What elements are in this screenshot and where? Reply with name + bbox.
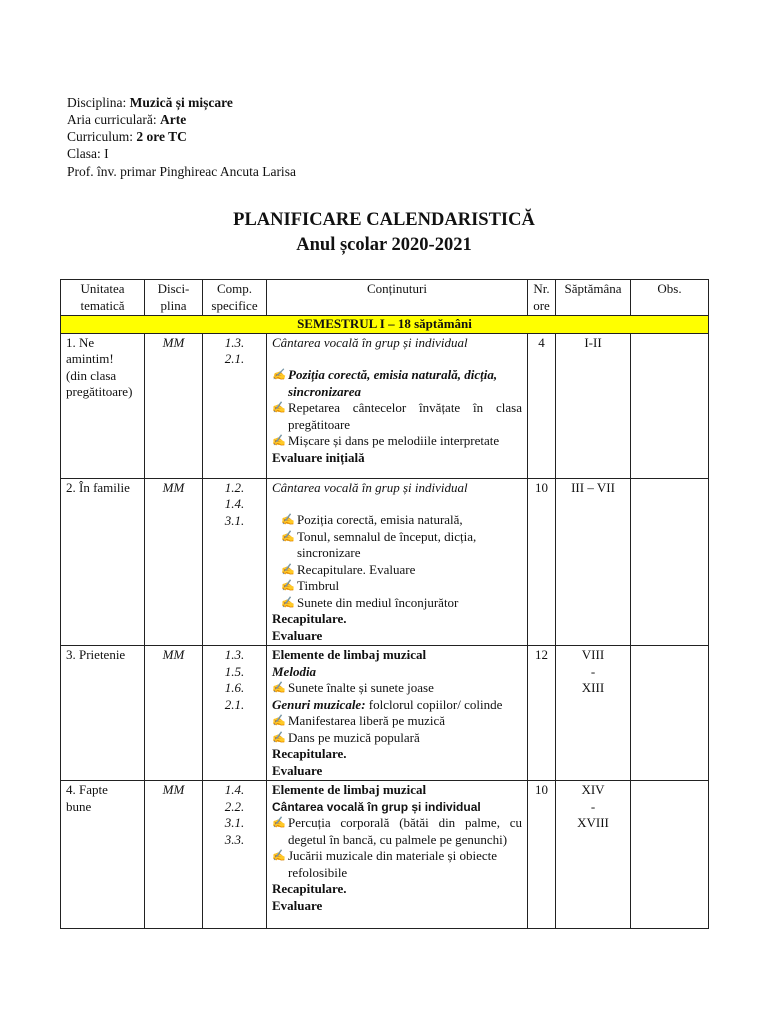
class-line: Clasa: I — [67, 146, 109, 161]
competences-cell: 1.3. 1.5. 1.6. 2.1. — [203, 646, 267, 781]
content-footer: Evaluare — [272, 897, 323, 913]
header-competences: Comp. specifice — [203, 280, 267, 316]
planning-table — [60, 279, 709, 929]
competences-cell: 1.4. 2.2. 3.1. 3.3. — [203, 781, 267, 929]
list-item: ✍ Jucării muzicale din materiale și obiecte refolosibile — [272, 848, 497, 880]
hours-cell: 12 — [528, 646, 556, 781]
obs-cell — [631, 333, 709, 478]
content-heading: Elemente de limbaj muzical — [272, 782, 427, 797]
list-item: ✍ Dans pe muzică populară — [272, 729, 420, 745]
pencil-icon: ✍ — [272, 369, 286, 381]
unit-cell: 1. Ne amintim! (din clasa pregătitoare) — [61, 333, 145, 478]
list-item: ✍ Poziția corectă, emisia naturală, — [281, 512, 463, 527]
week-cell: XIV - XVIII — [556, 781, 631, 929]
list-item: ✍ Mișcare și dans pe melodiile interpretate — [272, 433, 500, 448]
content-footer: Evaluare — [272, 627, 323, 643]
pencil-icon: ✍ — [272, 817, 286, 829]
header-hours: Nr. ore — [528, 280, 556, 316]
table-row — [61, 646, 709, 781]
content-subheading: Melodia — [272, 663, 317, 679]
content-cell — [267, 646, 528, 781]
page-title: PLANIFICARE CALENDARISTICĂ — [233, 210, 535, 230]
hours-cell: 10 — [528, 478, 556, 646]
obs-cell — [631, 478, 709, 646]
list-item: ✍ Timbrul — [281, 578, 340, 593]
discipline-cell: MM — [145, 646, 203, 781]
pencil-icon: ✍ — [281, 596, 295, 609]
content-footer: Evaluare inițială — [272, 449, 365, 465]
content-subheading: Cântarea vocală în grup și individual — [272, 799, 481, 814]
week-cell: VIII - XIII — [556, 646, 631, 781]
pencil-icon: ✍ — [281, 563, 295, 576]
content-footer: Recapitulare. — [272, 881, 347, 896]
content-footer: Recapitulare. — [272, 746, 347, 761]
unit-cell: 2. În familie — [61, 478, 145, 646]
pencil-icon: ✍ — [281, 530, 295, 543]
table-row — [61, 781, 709, 929]
list-item: ✍ Repetarea cântecelor învățate în clasa pregătitoare — [272, 400, 522, 432]
list-item: ✍ Manifestarea liberă pe muzică — [272, 713, 445, 728]
pencil-icon: ✍ — [272, 435, 286, 447]
content-cell — [267, 333, 528, 478]
table-header-row — [61, 280, 709, 316]
list-item: ✍ Poziția corectă, emisia naturală, dicția, sincronizarea — [272, 367, 498, 399]
genres-line: Genuri muzicale: folclorul copiilor/ colinde — [272, 696, 503, 712]
header-discipline: Disci- plina — [145, 280, 203, 316]
discipline-line: Disciplina: Muzică și mișcare — [67, 95, 233, 110]
content-footer: Evaluare — [272, 762, 323, 778]
document-header — [67, 94, 296, 180]
school-year: Anul școlar 2020-2021 — [296, 235, 472, 255]
teacher-line: Prof. înv. primar Pinghireac Ancuta Larisa — [67, 164, 296, 179]
hours-cell: 10 — [528, 781, 556, 929]
competences-cell: 1.2. 1.4. 3.1. — [203, 478, 267, 646]
pencil-icon: ✍ — [272, 850, 286, 862]
header-obs: Obs. — [631, 280, 709, 316]
unit-cell: 4. Fapte bune — [61, 781, 145, 929]
header-week: Săptămâna — [556, 280, 631, 316]
list-item: ✍ Sunete din mediul înconjurător — [281, 594, 459, 610]
curriculum-line: Curriculum: 2 ore TC — [67, 129, 187, 144]
hours-cell: 4 — [528, 333, 556, 478]
discipline-cell: MM — [145, 781, 203, 929]
pencil-icon: ✍ — [272, 402, 286, 414]
table-row — [61, 333, 709, 478]
pencil-icon: ✍ — [281, 580, 295, 592]
obs-cell — [631, 781, 709, 929]
list-item: ✍ Percuția corporală (bătăi din palme, cu degetul în bancă, cu palmele pe genunchi) — [272, 815, 522, 847]
list-item: ✍ Tonul, semnalul de început, dicția, sincronizare — [281, 528, 477, 560]
header-unit: Unitatea tematică — [61, 280, 145, 316]
content-cell — [267, 478, 528, 646]
week-cell: I-II — [556, 333, 631, 478]
discipline-cell: MM — [145, 478, 203, 646]
semester-label: SEMESTRUL I – 18 săptămâni — [61, 316, 709, 334]
discipline-cell: MM — [145, 333, 203, 478]
unit-cell: 3. Prietenie — [61, 646, 145, 781]
pencil-icon: ✍ — [272, 731, 286, 744]
table-row — [61, 478, 709, 646]
pencil-icon: ✍ — [272, 715, 286, 727]
week-cell: III – VII — [556, 478, 631, 646]
header-content: Conținuturi — [267, 280, 528, 316]
area-line: Aria curriculară: Arte — [67, 112, 187, 127]
competences-cell: 1.3. 2.1. — [203, 333, 267, 478]
pencil-icon: ✍ — [272, 682, 286, 694]
list-item: ✍ Sunete înalte și sunete joase — [272, 680, 434, 695]
list-item: ✍ Recapitulare. Evaluare — [281, 561, 416, 577]
content-heading: Elemente de limbaj muzical — [272, 647, 427, 662]
content-footer: Recapitulare. — [272, 611, 347, 626]
content-cell — [267, 781, 528, 929]
semester-row — [61, 316, 709, 334]
content-heading: Cântarea vocală în grup și individual — [272, 479, 468, 495]
obs-cell — [631, 646, 709, 781]
content-heading: Cântarea vocală în grup și individual — [272, 334, 468, 350]
pencil-icon: ✍ — [281, 514, 295, 526]
